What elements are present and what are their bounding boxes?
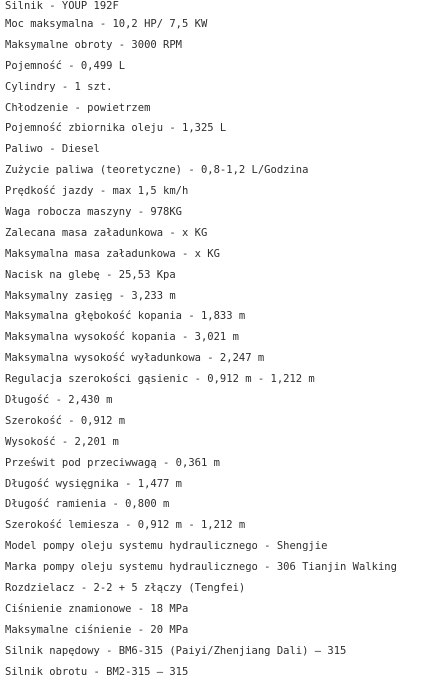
spec-arm-length: Długość ramienia - 0,800 m <box>5 498 170 511</box>
spec-width: Szerokość - 0,912 m <box>5 414 126 427</box>
spec-max-rpm: Maksymalne obroty - 3000 RPM <box>5 38 183 51</box>
spec-counterweight-clearance: Prześwit pod przeciwwagą - 0,361 m <box>5 456 220 469</box>
spec-max-pressure: Maksymalne ciśnienie - 20 MPa <box>5 623 189 636</box>
spec-list <box>5 0 433 683</box>
spec-max-dump-height: Maksymalna wysokość wyładunkowa - 2,247 m <box>5 352 265 365</box>
spec-track-width-adjust: Regulacja szerokości gąsienic - 0,912 m - 1,212 m <box>5 373 315 386</box>
spec-oil-tank-capacity: Pojemność zbiornika oleju - 1,325 L <box>5 122 227 135</box>
spec-max-reach: Maksymalny zasięg - 3,233 m <box>5 289 176 302</box>
spec-travel-speed: Prędkość jazdy - max 1,5 km/h <box>5 185 189 198</box>
spec-displacement: Pojemność - 0,499 L <box>5 59 126 72</box>
spec-drive-motor: Silnik napędowy - BM6-315 (Paiyi/Zhenjiang Dali) – 315 <box>5 644 347 657</box>
spec-height: Wysokość - 2,201 m <box>5 435 119 448</box>
spec-fuel-consumption: Zużycie paliwa (teoretyczne) - 0,8-1,2 L/Godzina <box>5 164 309 177</box>
spec-max-load: Maksymalna masa załadunkowa - x KG <box>5 247 220 260</box>
spec-cylinders: Cylindry - 1 szt. <box>5 80 113 93</box>
spec-rated-pressure: Ciśnienie znamionowe - 18 MPa <box>5 602 189 615</box>
spec-length: Długość - 2,430 m <box>5 394 113 407</box>
spec-max-power: Moc maksymalna - 10,2 HP/ 7,5 KW <box>5 18 208 30</box>
spec-max-digging-height: Maksymalna wysokość kopania - 3,021 m <box>5 331 239 344</box>
spec-swing-motor: Silnik obrotu - BM2-315 – 315 <box>5 665 189 678</box>
spec-boom-length: Długość wysięgnika - 1,477 m <box>5 477 183 490</box>
spec-distributor: Rozdzielacz - 2-2 + 5 złączy (Tengfei) <box>5 582 246 595</box>
spec-operating-weight: Waga robocza maszyny - 978KG <box>5 206 183 219</box>
spec-hydraulic-pump-model: Model pompy oleju systemu hydraulicznego - Shengjie <box>5 540 328 553</box>
spec-recommended-load: Zalecana masa załadunkowa - x KG <box>5 226 208 239</box>
spec-ground-pressure: Nacisk na glebę - 25,53 Kpa <box>5 268 176 281</box>
spec-cooling: Chłodzenie - powietrzem <box>5 101 151 114</box>
spec-fuel: Paliwo - Diesel <box>5 143 100 156</box>
spec-blade-width: Szerokość lemiesza - 0,912 m - 1,212 m <box>5 519 246 532</box>
spec-max-digging-depth: Maksymalna głębokość kopania - 1,833 m <box>5 310 246 323</box>
spec-engine: Silnik - YOUP 192F <box>5 0 119 12</box>
spec-hydraulic-pump-brand: Marka pompy oleju systemu hydraulicznego - 306 Tianjin Walking <box>5 561 397 574</box>
